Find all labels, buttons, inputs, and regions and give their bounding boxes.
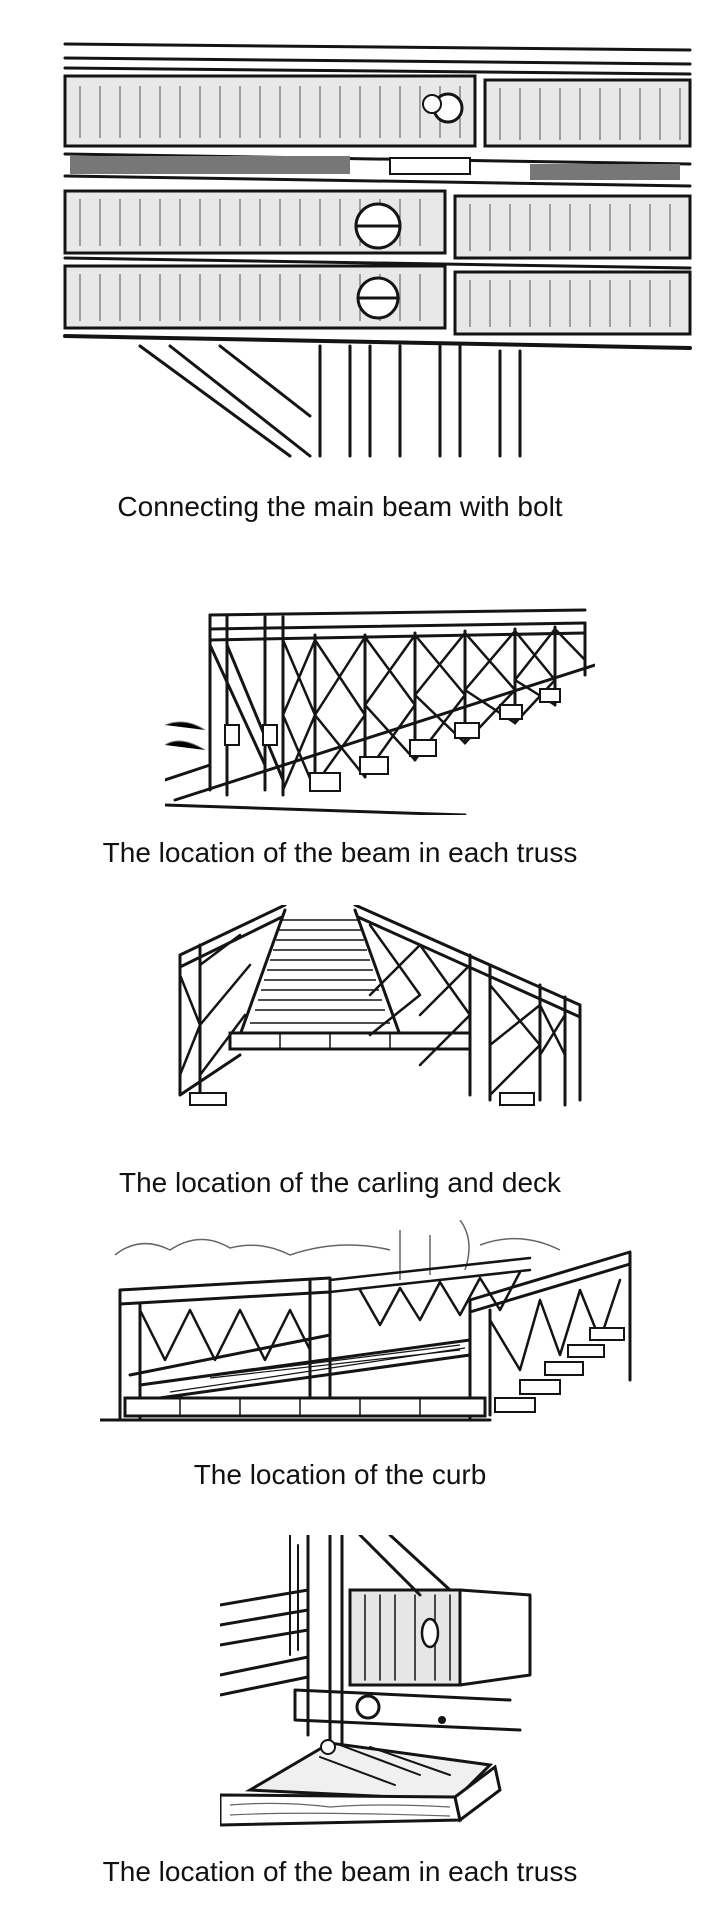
curb-drawing: [100, 1220, 640, 1430]
figure-baseplate: [220, 1535, 540, 1835]
baseplate-drawing: [220, 1535, 540, 1835]
carling-deck-drawing: [170, 905, 590, 1120]
figure-3-caption: The location of the carling and deck: [118, 1167, 562, 1198]
truss-beam-drawing: [165, 605, 595, 815]
bolt-hole-icon: [422, 1619, 438, 1647]
figure-carling-deck: [170, 905, 590, 1120]
figure-bolt-connection: [60, 36, 700, 466]
figure-2-caption: The location of the beam in each truss: [102, 837, 578, 868]
figure-5-caption: The location of the beam in each truss: [102, 1856, 578, 1887]
figure-curb: [100, 1220, 640, 1430]
figure-1-caption: Connecting the main beam with bolt: [117, 491, 563, 522]
pin-icon: [357, 1696, 379, 1718]
figure-4-caption: The location of the curb: [193, 1459, 487, 1490]
figure-truss-beam: [165, 605, 595, 815]
bolt-connection-drawing: [60, 36, 700, 466]
